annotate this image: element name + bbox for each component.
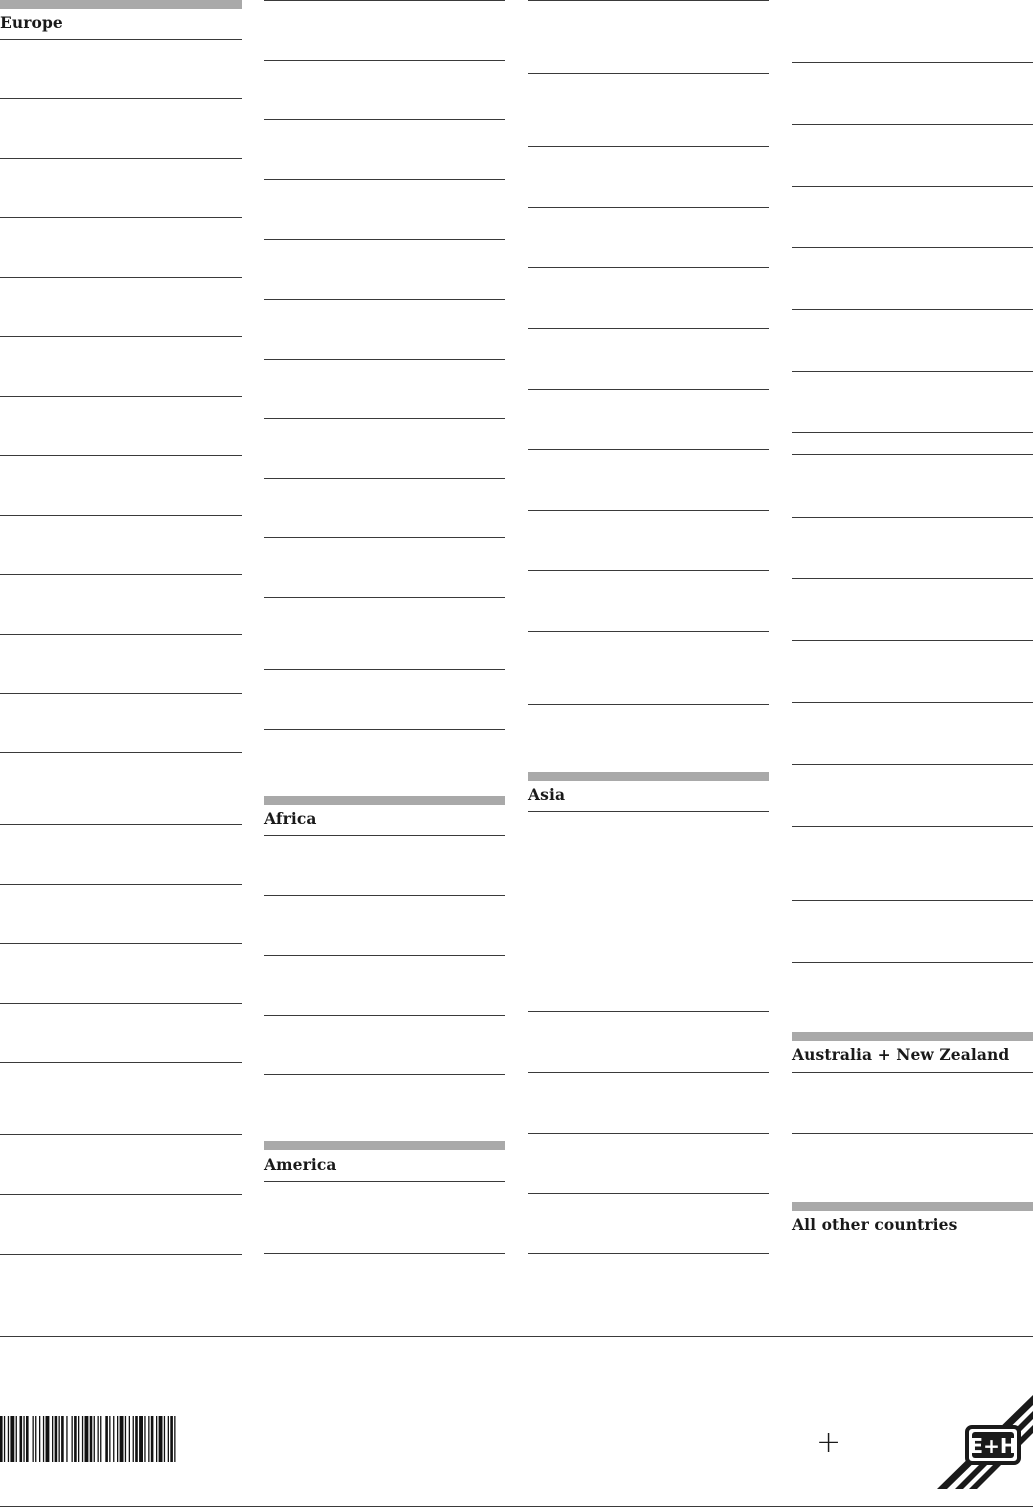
divider	[264, 418, 505, 419]
divider	[0, 574, 242, 575]
divider	[792, 124, 1033, 125]
divider	[0, 515, 242, 516]
divider	[528, 449, 769, 450]
divider	[528, 389, 769, 390]
divider	[264, 119, 505, 120]
divider	[792, 371, 1033, 372]
column-4	[792, 0, 1033, 1270]
divider	[528, 704, 769, 705]
divider	[528, 146, 769, 147]
region-title-australia-nz: Australia + New Zealand	[792, 1045, 1010, 1064]
region-title-europe: Europe	[0, 13, 63, 32]
divider	[264, 299, 505, 300]
divider	[792, 454, 1033, 455]
region-title-other: All other countries	[792, 1215, 958, 1234]
divider	[528, 73, 769, 74]
column-1	[0, 0, 242, 1270]
footer-top-rule	[0, 1336, 1033, 1337]
divider	[0, 634, 242, 635]
divider	[0, 217, 242, 218]
divider	[264, 537, 505, 538]
divider	[528, 207, 769, 208]
region-bar-america	[264, 1141, 505, 1150]
divider	[0, 1062, 242, 1063]
region-bar-europe	[0, 0, 242, 9]
divider	[792, 309, 1033, 310]
divider	[264, 239, 505, 240]
divider	[792, 517, 1033, 518]
divider	[0, 39, 242, 40]
divider	[0, 1254, 242, 1255]
divider	[528, 0, 769, 1]
divider	[792, 702, 1033, 703]
divider	[528, 328, 769, 329]
divider	[792, 1072, 1033, 1073]
divider	[0, 693, 242, 694]
divider	[0, 824, 242, 825]
divider	[528, 570, 769, 571]
divider	[792, 578, 1033, 579]
divider	[0, 158, 242, 159]
divider	[264, 1015, 505, 1016]
divider	[792, 186, 1033, 187]
divider	[264, 955, 505, 956]
divider	[264, 895, 505, 896]
divider	[528, 1253, 769, 1254]
region-bar-australia-nz	[792, 1032, 1033, 1041]
divider	[0, 943, 242, 944]
divider	[264, 478, 505, 479]
divider	[528, 1011, 769, 1012]
column-2	[264, 0, 505, 1270]
divider	[264, 60, 505, 61]
svg-text:E+H: E+H	[969, 1434, 1017, 1458]
divider	[792, 247, 1033, 248]
divider	[0, 752, 242, 753]
divider	[264, 729, 505, 730]
divider	[792, 640, 1033, 641]
divider	[264, 1253, 505, 1254]
region-title-africa: Africa	[264, 809, 317, 828]
divider	[0, 1003, 242, 1004]
divider	[264, 359, 505, 360]
divider	[264, 179, 505, 180]
divider	[264, 1181, 505, 1182]
plus-symbol: +	[816, 1425, 842, 1460]
divider	[0, 98, 242, 99]
region-bar-africa	[264, 796, 505, 805]
divider	[792, 764, 1033, 765]
divider	[528, 811, 769, 812]
divider	[792, 962, 1033, 963]
barcode-icon	[0, 1416, 242, 1462]
divider	[0, 455, 242, 456]
divider	[528, 1193, 769, 1194]
divider	[528, 510, 769, 511]
divider	[264, 0, 505, 1]
divider	[0, 396, 242, 397]
divider	[264, 1074, 505, 1075]
divider	[264, 835, 505, 836]
divider	[792, 62, 1033, 63]
divider	[528, 1133, 769, 1134]
column-3	[528, 0, 769, 1270]
footer-bottom-rule	[0, 1506, 1033, 1507]
divider	[264, 597, 505, 598]
divider	[528, 267, 769, 268]
divider	[528, 1072, 769, 1073]
divider	[0, 1194, 242, 1195]
region-bar-asia	[528, 772, 769, 781]
divider	[0, 277, 242, 278]
divider	[792, 432, 1033, 433]
divider	[0, 336, 242, 337]
divider	[792, 826, 1033, 827]
region-title-america: America	[264, 1155, 337, 1174]
divider	[528, 631, 769, 632]
region-bar-other	[792, 1202, 1033, 1211]
divider	[264, 669, 505, 670]
divider	[0, 1134, 242, 1135]
divider	[792, 1133, 1033, 1134]
region-title-asia: Asia	[528, 785, 566, 804]
divider	[792, 900, 1033, 901]
divider	[0, 884, 242, 885]
endress-hauser-logo-icon	[937, 1395, 1033, 1489]
